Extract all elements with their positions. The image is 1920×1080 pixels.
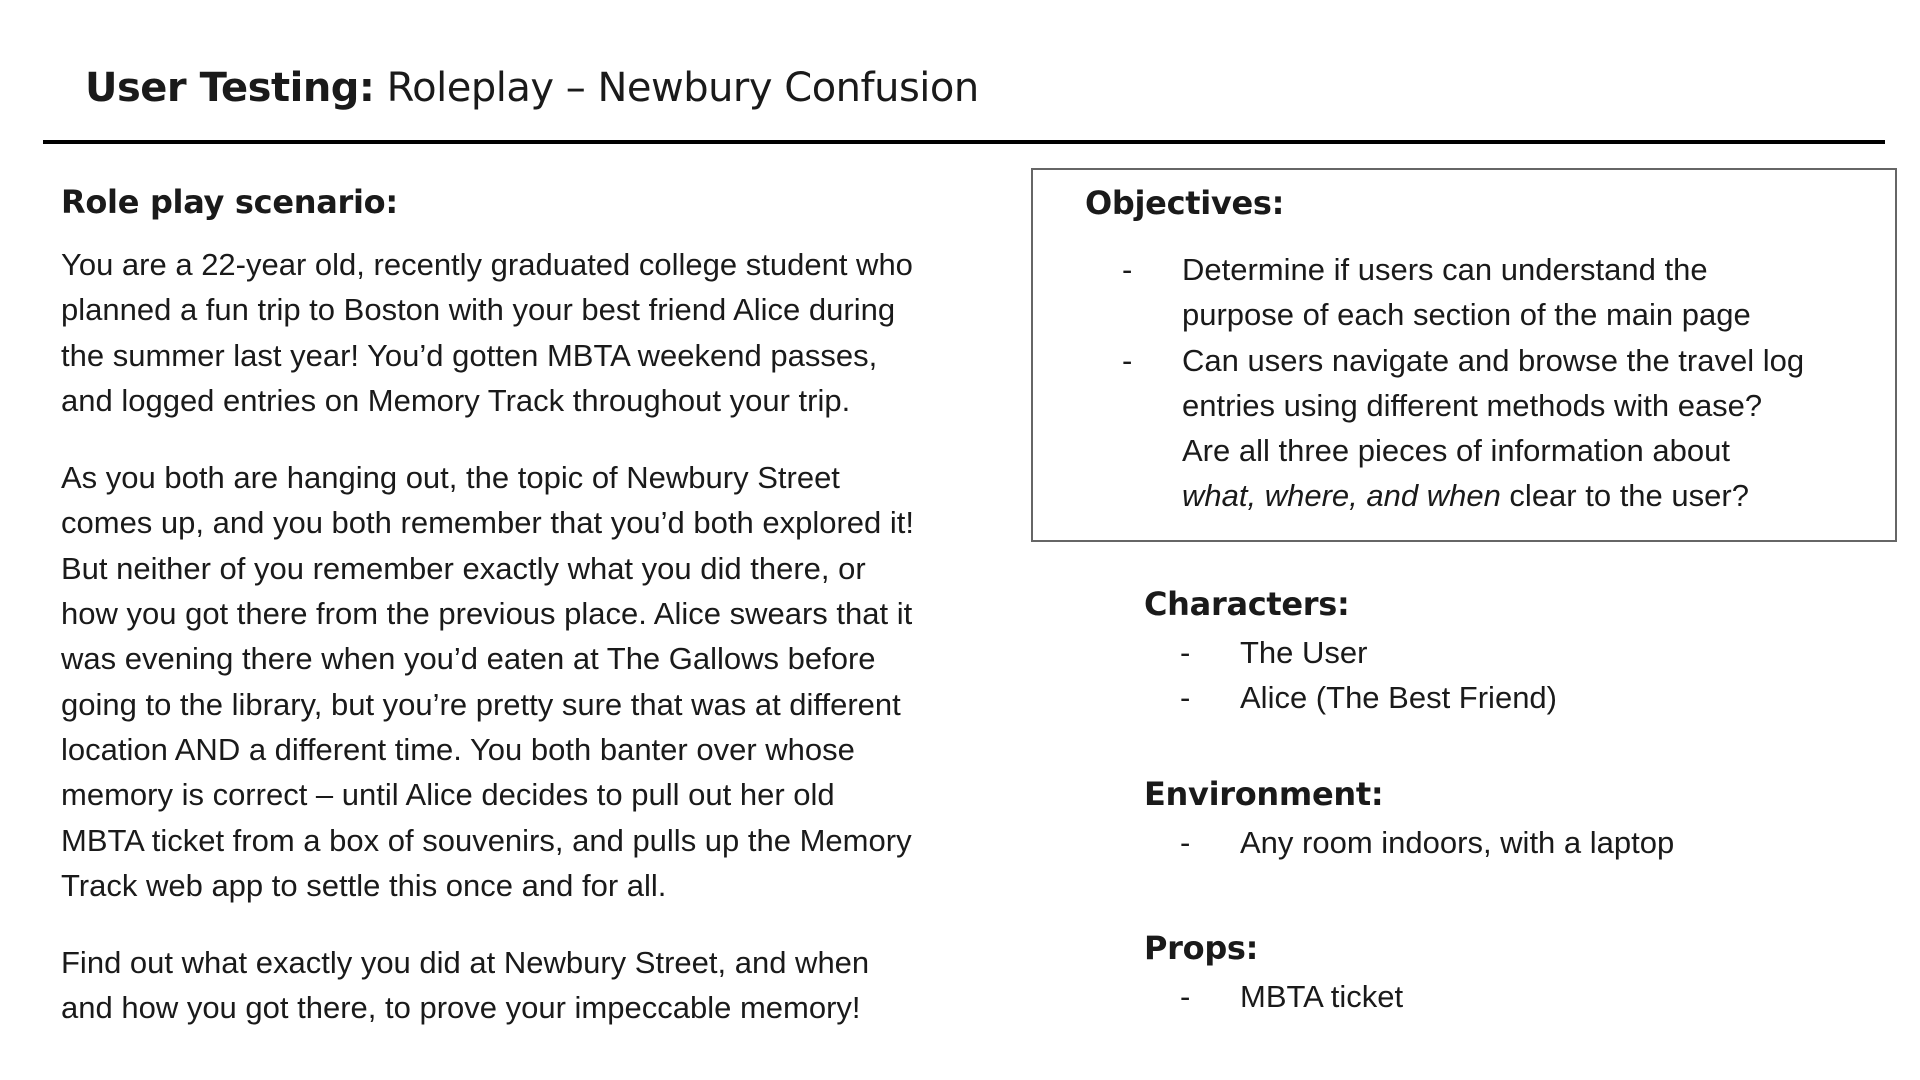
characters-heading: Characters:: [1144, 585, 1350, 623]
title-divider: [43, 140, 1885, 144]
props-heading: Props:: [1144, 929, 1259, 967]
objectives-box: [1031, 168, 1897, 542]
characters-section: [1144, 582, 1557, 721]
slide-title-rest: Roleplay – Newbury Confusion: [374, 65, 979, 111]
objective-text-2-end: clear to the user?: [1500, 478, 1749, 514]
list-item: [1033, 338, 1895, 519]
objectives-heading: Objectives:: [1085, 184, 1285, 222]
objective-text-2: Can users navigate and browse the travel log entries using different methods with ease? Are all three pieces of information about: [1182, 342, 1805, 469]
list-item: [1144, 974, 1403, 1019]
bullet-dash: -: [1122, 342, 1133, 378]
scenario-heading: Role play scenario:: [61, 183, 398, 221]
environment-item: Any room indoors, with a laptop: [1240, 825, 1675, 860]
scenario-paragraph-3: Find out what exactly you did at Newbury Street, and when and how you got there, to prove your impeccable memory!: [61, 945, 870, 1026]
props-item: MBTA ticket: [1240, 979, 1404, 1014]
slide-title: [85, 58, 979, 118]
bullet-dash: -: [1122, 252, 1133, 287]
list-item: [1144, 675, 1557, 720]
objective-italic-text: what, where, and when: [1182, 478, 1501, 514]
characters-list: [1144, 630, 1557, 721]
character-item: The User: [1240, 635, 1368, 670]
bullet-dash: -: [1180, 979, 1191, 1014]
list-item: [1144, 630, 1557, 675]
bullet-dash: -: [1180, 635, 1191, 670]
scenario-paragraph-1: You are a 22-year old, recently graduated college student who planned a fun trip to Boston with your best friend Alice during the summer last year! You’d gotten MBTA weekend passes, and logged entries on Memory Track throughout your trip.: [61, 247, 913, 418]
list-item: [1033, 247, 1895, 338]
objective-text-1: Determine if users can understand the purpose of each section of the main page: [1182, 252, 1751, 333]
bullet-dash: -: [1180, 825, 1191, 860]
environment-heading: Environment:: [1144, 775, 1384, 813]
slide-title-bold: User Testing:: [85, 65, 375, 111]
scenario-section: [61, 180, 991, 1063]
scenario-paragraph-2: As you both are hanging out, the topic of Newbury Street comes up, and you both remember that you’d both explored it! But neither of you remember exactly what you did there, or how you got there from the previous place. Alice swears that it was evening there when you’d eaten at The Gallows before going to the library, but you’re pretty sure that was at different location AND a different time. You both banter over whose memory is correct – until Alice decides to pull out her old MBTA ticket from a box of souvenirs, and pulls up the Memory Track web app to settle this once and for all.: [61, 460, 914, 903]
list-item: [1144, 820, 1674, 865]
objectives-list: [1033, 247, 1895, 519]
bullet-dash: -: [1180, 680, 1191, 716]
props-list: [1144, 974, 1403, 1019]
environment-section: [1144, 772, 1674, 865]
props-section: [1144, 926, 1403, 1019]
environment-list: [1144, 820, 1674, 865]
character-item: Alice (The Best Friend): [1240, 680, 1557, 716]
